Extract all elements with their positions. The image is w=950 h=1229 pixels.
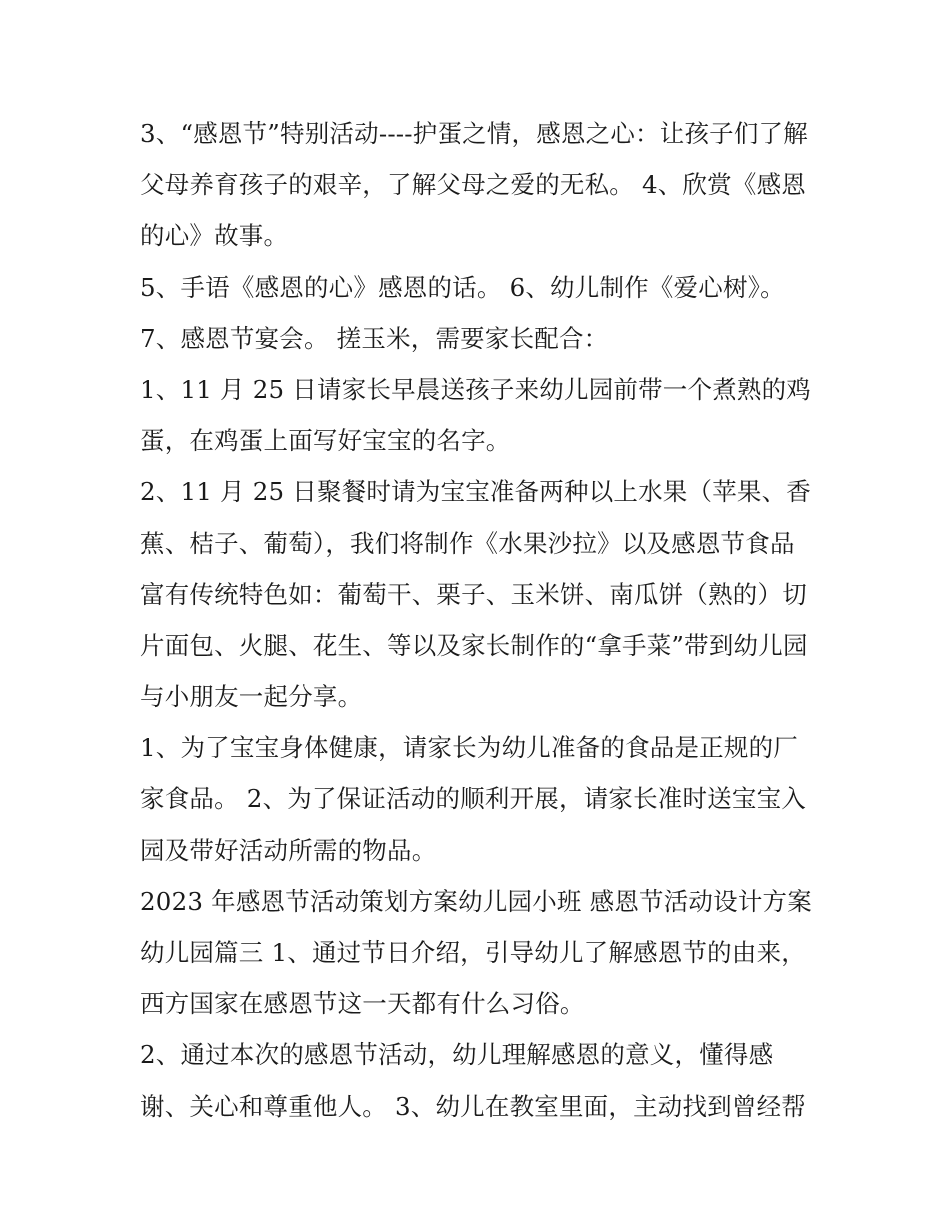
text-line: 5、手语《感恩的心》感恩的话。 6、幼儿制作《爱心树》。 bbox=[140, 272, 785, 302]
text-line: 富有传统特色如：葡萄干、栗子、玉米饼、南瓜饼（熟的）切 bbox=[140, 579, 807, 609]
text-line: 2、通过本次的感恩节活动，幼儿理解感恩的意义，懂得感 bbox=[140, 1040, 774, 1070]
document-body bbox=[140, 108, 820, 1132]
text-line: 园及带好活动所需的物品。 bbox=[140, 835, 437, 865]
text-line: 父母养育孩子的艰辛，了解父母之爱的无私。 4、欣赏《感恩 bbox=[140, 170, 806, 200]
text-line: 的心》故事。 bbox=[140, 221, 289, 251]
text-line: 3、“感恩节”特别活动----护蛋之情，感恩之心：让孩子们了解 bbox=[140, 119, 808, 148]
text-line: 7、感恩节宴会。 搓玉米，需要家长配合： bbox=[140, 323, 609, 353]
text-line: 谢、关心和尊重他人。 3、幼儿在教室里面，主动找到曾经帮 bbox=[140, 1091, 806, 1121]
text-line: 1、11 月 25 日请家长早晨送孩子来幼儿园前带一个煮熟的鸡 bbox=[140, 374, 811, 404]
text-line: 西方国家在感恩节这一天都有什么习俗。 bbox=[140, 989, 585, 1019]
text-line: 蕉、桔子、葡萄），我们将制作《水果沙拉》以及感恩节食品 bbox=[140, 528, 795, 558]
text-line: 蛋，在鸡蛋上面写好宝宝的名字。 bbox=[140, 426, 511, 456]
text-line: 2023 年感恩节活动策划方案幼儿园小班 感恩节活动设计方案 bbox=[140, 886, 812, 916]
text-line: 家食品。 2、为了保证活动的顺利开展，请家长准时送宝宝入 bbox=[140, 784, 806, 814]
text-line: 与小朋友一起分享。 bbox=[140, 682, 363, 712]
text-line: 1、为了宝宝身体健康，请家长为幼儿准备的食品是正规的厂 bbox=[140, 733, 798, 763]
text-line: 2、11 月 25 日聚餐时请为宝宝准备两种以上水果（苹果、香 bbox=[140, 477, 811, 507]
text-line: 幼儿园篇三 1、通过节日介绍，引导幼儿了解感恩节的由来， bbox=[140, 938, 806, 967]
text-line: 片面包、火腿、花生、等以及家长制作的“拿手菜”带到幼儿园 bbox=[140, 630, 808, 660]
